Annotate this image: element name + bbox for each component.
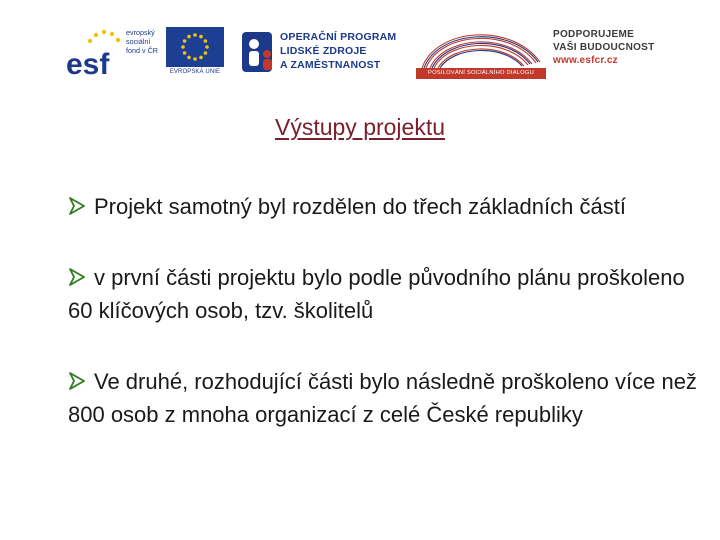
oplzz-text (280, 30, 408, 72)
bullet-list (68, 190, 708, 469)
oplzz-line: OPERAČNÍ PROGRAM (280, 31, 397, 43)
esf-subtext-line: evropský (126, 28, 155, 37)
social-dialogue-band: POSILOVÁNÍ SOCIÁLNÍHO DIALOGU (416, 68, 546, 79)
bullet-text: Ve druhé, rozhodující části bylo následně proškoleno více než 800 osob z mnoha organizací z celé České republiky (68, 369, 697, 427)
social-dialogue-logo (416, 22, 546, 80)
slogan-line: PODPORUJEME (553, 29, 635, 40)
slogan-line: VAŠI BUDOUCNOST (553, 42, 655, 53)
bullet-item (68, 365, 708, 431)
arch-icon (416, 22, 546, 72)
oplzz-line: LIDSKÉ ZDROJE (280, 45, 367, 57)
esf-subtext (126, 28, 166, 55)
page-title-wrap (0, 112, 720, 142)
bullet-text: Projekt samotný byl rozdělen do třech základních částí (94, 194, 626, 219)
bullet-item (68, 261, 708, 327)
arrow-bullet-icon (68, 371, 86, 391)
page-title: Výstupy projektu (274, 114, 446, 140)
oplzz-line: A ZAMĚSTNANOST (280, 59, 381, 71)
oplzz-figure-icon (240, 28, 280, 76)
arrow-bullet-icon (68, 267, 86, 287)
slogan-url: www.esfcr.cz (553, 55, 618, 66)
eu-flag-icon (166, 27, 224, 67)
esf-subtext-line: fond v ČR (126, 46, 158, 55)
svg-text:esf: esf (66, 48, 110, 78)
eu-logo (166, 27, 224, 77)
logo-bar (0, 0, 720, 95)
slogan (553, 28, 713, 67)
esf-logo-icon (66, 26, 124, 78)
eu-label: EVROPSKÁ UNIE (169, 69, 221, 75)
oplzz-logo (240, 28, 408, 76)
esf-logo (66, 26, 124, 78)
bullet-text: v první části projektu bylo podle původního plánu proškoleno 60 klíčových osob, tzv. školitelů (68, 265, 685, 323)
arrow-bullet-icon (68, 196, 86, 216)
bullet-item (68, 190, 708, 223)
esf-subtext-line: sociální (126, 37, 151, 46)
